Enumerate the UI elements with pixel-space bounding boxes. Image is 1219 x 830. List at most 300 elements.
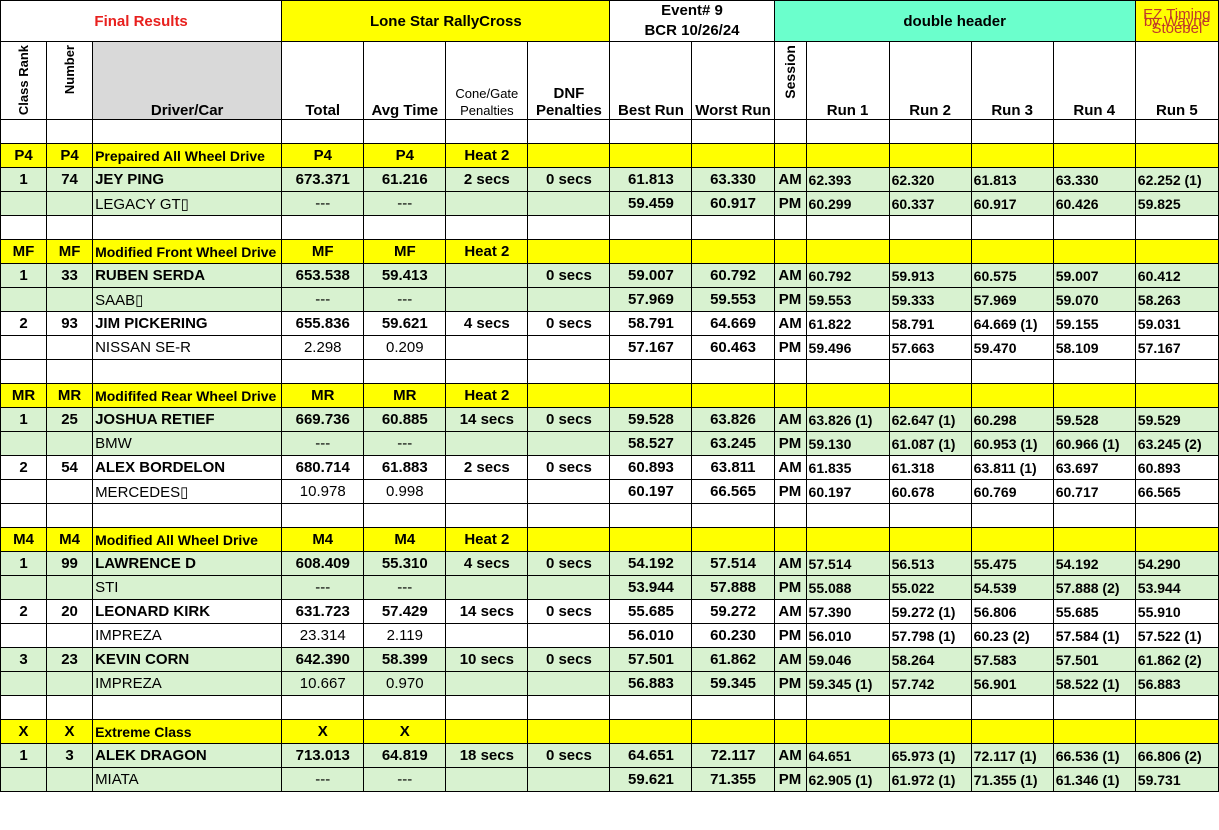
run-time: 59.345 (1) [806,672,889,696]
run-time: 66.565 [1135,480,1218,504]
worst-run: 60.230 [692,624,774,648]
class-rank: 3 [1,648,47,672]
run-time: 61.862 (2) [1135,648,1218,672]
driver-name: KEVIN CORN [93,648,282,672]
final-results-title: Final Results [1,1,282,42]
spacer-row [1,504,1219,528]
empty-cell [1,672,47,696]
session-label: PM [774,768,806,792]
dnf-penalty: 0 secs [528,648,610,672]
empty-cell [1,192,47,216]
avg-gap: 2.119 [364,624,446,648]
car-number: 20 [47,600,93,624]
empty-cell [889,384,971,408]
run-time: 54.290 [1135,552,1218,576]
heat-label: Heat 2 [446,384,528,408]
worst-run: 59.553 [692,288,774,312]
run-time: 59.553 [806,288,889,312]
empty-cell [692,216,774,240]
avg-time: 58.399 [364,648,446,672]
empty-cell [1135,528,1218,552]
session-label: PM [774,288,806,312]
class-code: MR [364,384,446,408]
worst-run: 57.888 [692,576,774,600]
total-gap: --- [282,192,364,216]
driver-name: ALEX BORDELON [93,456,282,480]
class-code: P4 [282,144,364,168]
run-time: 63.811 (1) [971,456,1053,480]
empty-cell [446,192,528,216]
empty-cell [528,192,610,216]
empty-cell [282,696,364,720]
avg-time: 59.621 [364,312,446,336]
empty-cell [282,216,364,240]
run-time: 64.651 [806,744,889,768]
driver-am-row [1,264,1219,288]
car-model: MIATA [93,768,282,792]
worst-run: 63.826 [692,408,774,432]
worst-run: 71.355 [692,768,774,792]
run-time: 63.697 [1053,456,1135,480]
empty-cell [1053,360,1135,384]
spacer-row [1,696,1219,720]
empty-cell [1135,720,1218,744]
run-time: 57.798 (1) [889,624,971,648]
empty-cell [528,624,610,648]
empty-cell [774,216,806,240]
empty-cell [47,480,93,504]
driver-am-row [1,744,1219,768]
total-gap: 10.978 [282,480,364,504]
best-run: 57.501 [610,648,692,672]
empty-cell [528,672,610,696]
class-rank: 2 [1,456,47,480]
col-worst-run: Worst Run [692,42,774,120]
driver-name: RUBEN SERDA [93,264,282,288]
driver-name: JOSHUA RETIEF [93,408,282,432]
empty-cell [806,216,889,240]
run-time: 59.007 [1053,264,1135,288]
driver-name: LEONARD KIRK [93,600,282,624]
session-label: PM [774,480,806,504]
class-code: X [47,720,93,744]
dnf-penalty: 0 secs [528,408,610,432]
empty-cell [1135,696,1218,720]
empty-cell [528,384,610,408]
empty-cell [889,216,971,240]
empty-cell [93,360,282,384]
best-run: 55.685 [610,600,692,624]
class-name: Prepaired All Wheel Drive [93,144,282,168]
run-time: 61.835 [806,456,889,480]
empty-cell [971,696,1053,720]
session-label: AM [774,312,806,336]
class-code: MF [1,240,47,264]
dnf-penalty: 0 secs [528,744,610,768]
class-rank: 1 [1,264,47,288]
car-number: 74 [47,168,93,192]
total-time: 631.723 [282,600,364,624]
heat-label: Heat 2 [446,528,528,552]
run-time: 59.529 [1135,408,1218,432]
empty-cell [446,696,528,720]
avg-gap: --- [364,288,446,312]
best-run: 59.621 [610,768,692,792]
dnf-penalty: 0 secs [528,552,610,576]
run-time: 56.513 [889,552,971,576]
empty-cell [806,528,889,552]
empty-cell [692,504,774,528]
class-rank: 1 [1,744,47,768]
class-rank: 2 [1,600,47,624]
event-info [610,1,774,42]
run-time: 60.412 [1135,264,1218,288]
empty-cell [282,360,364,384]
title-row [1,1,1219,42]
empty-cell [806,120,889,144]
empty-cell [889,696,971,720]
run-time: 64.669 (1) [971,312,1053,336]
class-code: P4 [1,144,47,168]
empty-cell [1,216,47,240]
cone-gate-penalty: 4 secs [446,312,528,336]
empty-cell [692,240,774,264]
heat-label [446,720,528,744]
run-time: 60.792 [806,264,889,288]
empty-cell [889,144,971,168]
run-time: 66.806 (2) [1135,744,1218,768]
best-run: 58.527 [610,432,692,456]
driver-am-row [1,456,1219,480]
empty-cell [47,432,93,456]
empty-cell [806,720,889,744]
empty-cell [1,696,47,720]
total-gap: --- [282,288,364,312]
avg-time: 61.883 [364,456,446,480]
empty-cell [692,528,774,552]
empty-cell [1053,384,1135,408]
series-title: Lone Star RallyCross [282,1,610,42]
car-model: IMPREZA [93,624,282,648]
empty-cell [47,192,93,216]
best-run: 61.813 [610,168,692,192]
avg-time: 57.429 [364,600,446,624]
run-time: 61.346 (1) [1053,768,1135,792]
run-time: 57.390 [806,600,889,624]
driver-pm-row [1,192,1219,216]
col-run4: Run 4 [1053,42,1135,120]
run-time: 72.117 (1) [971,744,1053,768]
run-time: 58.264 [889,648,971,672]
empty-cell [806,384,889,408]
best-run: 59.528 [610,408,692,432]
driver-am-row [1,168,1219,192]
empty-cell [806,144,889,168]
total-time: 642.390 [282,648,364,672]
car-model: STI [93,576,282,600]
class-name: Modififed Rear Wheel Drive [93,384,282,408]
run-time: 60.197 [806,480,889,504]
empty-cell [971,720,1053,744]
empty-cell [1135,216,1218,240]
run-time: 54.539 [971,576,1053,600]
empty-cell [364,696,446,720]
run-time: 58.791 [889,312,971,336]
car-model: LEGACY GT▯ [93,192,282,216]
heat-label: Heat 2 [446,144,528,168]
best-run: 59.459 [610,192,692,216]
worst-run: 60.463 [692,336,774,360]
class-code: M4 [282,528,364,552]
empty-cell [1,288,47,312]
run-time: 60.953 (1) [971,432,1053,456]
run-time: 63.245 (2) [1135,432,1218,456]
empty-cell [1,480,47,504]
total-gap: 10.667 [282,672,364,696]
empty-cell [446,768,528,792]
run-time: 61.813 [971,168,1053,192]
empty-cell [528,696,610,720]
empty-cell [364,216,446,240]
empty-cell [446,504,528,528]
empty-cell [47,360,93,384]
run-time: 59.031 [1135,312,1218,336]
empty-cell [806,696,889,720]
empty-cell [1,432,47,456]
run-time: 59.496 [806,336,889,360]
cone-gate-penalty: 4 secs [446,552,528,576]
empty-cell [528,144,610,168]
class-code: MF [364,240,446,264]
run-time: 57.888 (2) [1053,576,1135,600]
run-time: 57.663 [889,336,971,360]
class-rank: 1 [1,168,47,192]
empty-cell [774,240,806,264]
empty-cell [971,360,1053,384]
empty-cell [47,288,93,312]
empty-cell [446,672,528,696]
run-time: 60.966 (1) [1053,432,1135,456]
empty-cell [282,504,364,528]
empty-cell [692,696,774,720]
run-time: 59.333 [889,288,971,312]
empty-cell [528,336,610,360]
empty-cell [1053,216,1135,240]
run-time: 62.905 (1) [806,768,889,792]
worst-run: 57.514 [692,552,774,576]
class-name: Modified Front Wheel Drive [93,240,282,264]
empty-cell [774,528,806,552]
double-header-label: double header [774,1,1135,42]
run-time: 63.330 [1053,168,1135,192]
session-label: PM [774,624,806,648]
empty-cell [1,504,47,528]
empty-cell [47,216,93,240]
empty-cell [806,360,889,384]
empty-cell [528,288,610,312]
empty-cell [446,624,528,648]
class-code: MF [47,240,93,264]
car-number: 54 [47,456,93,480]
empty-cell [889,720,971,744]
spacer-row [1,120,1219,144]
session-label: AM [774,744,806,768]
class-code: M4 [1,528,47,552]
class-code: X [364,720,446,744]
dnf-penalty: 0 secs [528,600,610,624]
col-run5: Run 5 [1135,42,1218,120]
empty-cell [1135,144,1218,168]
empty-cell [528,120,610,144]
class-header-row [1,384,1219,408]
total-time: 653.538 [282,264,364,288]
empty-cell [971,120,1053,144]
best-run: 56.010 [610,624,692,648]
empty-cell [446,216,528,240]
session-label: PM [774,576,806,600]
run-time: 57.969 [971,288,1053,312]
car-number: 3 [47,744,93,768]
empty-cell [528,528,610,552]
run-time: 57.522 (1) [1135,624,1218,648]
run-time: 60.769 [971,480,1053,504]
class-code: M4 [364,528,446,552]
session-label: PM [774,336,806,360]
dnf-penalty: 0 secs [528,264,610,288]
cone-gate-penalty: 14 secs [446,408,528,432]
empty-cell [1053,120,1135,144]
worst-run: 72.117 [692,744,774,768]
empty-cell [1,576,47,600]
session-label: AM [774,456,806,480]
empty-cell [47,768,93,792]
empty-cell [364,360,446,384]
empty-cell [528,360,610,384]
empty-cell [47,504,93,528]
empty-cell [692,720,774,744]
run-time: 60.426 [1053,192,1135,216]
avg-gap: 0.209 [364,336,446,360]
driver-pm-row [1,288,1219,312]
avg-gap: --- [364,768,446,792]
driver-am-row [1,600,1219,624]
total-gap: --- [282,432,364,456]
empty-cell [528,768,610,792]
empty-cell [806,504,889,528]
session-label: PM [774,192,806,216]
best-run: 54.192 [610,552,692,576]
empty-cell [971,528,1053,552]
class-code: P4 [47,144,93,168]
empty-cell [889,240,971,264]
cone-gate-penalty: 10 secs [446,648,528,672]
empty-cell [692,120,774,144]
best-run: 58.791 [610,312,692,336]
empty-cell [446,576,528,600]
empty-cell [446,288,528,312]
empty-cell [528,720,610,744]
class-code: MR [282,384,364,408]
empty-cell [610,144,692,168]
car-number: 33 [47,264,93,288]
run-time: 60.717 [1053,480,1135,504]
empty-cell [774,696,806,720]
empty-cell [1135,360,1218,384]
empty-cell [1053,528,1135,552]
class-name: Modified All Wheel Drive [93,528,282,552]
empty-cell [774,360,806,384]
total-time: 680.714 [282,456,364,480]
run-time: 60.678 [889,480,971,504]
best-run: 56.883 [610,672,692,696]
best-run: 60.197 [610,480,692,504]
avg-time: 64.819 [364,744,446,768]
empty-cell [692,144,774,168]
empty-cell [1053,240,1135,264]
empty-cell [1053,696,1135,720]
run-time: 55.685 [1053,600,1135,624]
empty-cell [692,360,774,384]
heat-label: Heat 2 [446,240,528,264]
run-time: 60.299 [806,192,889,216]
col-cone-gate: Cone/Gate Penalties [446,42,528,120]
run-time: 59.731 [1135,768,1218,792]
driver-pm-row [1,432,1219,456]
run-time: 60.893 [1135,456,1218,480]
empty-cell [93,696,282,720]
total-gap: --- [282,768,364,792]
session-label: AM [774,264,806,288]
avg-gap: --- [364,432,446,456]
empty-cell [889,120,971,144]
cone-gate-penalty [446,264,528,288]
run-time: 55.088 [806,576,889,600]
total-time: 608.409 [282,552,364,576]
empty-cell [889,528,971,552]
driver-name: JEY PING [93,168,282,192]
empty-cell [610,120,692,144]
empty-cell [528,240,610,264]
run-time: 60.23 (2) [971,624,1053,648]
empty-cell [1053,504,1135,528]
avg-gap: --- [364,576,446,600]
worst-run: 63.330 [692,168,774,192]
class-header-row [1,528,1219,552]
class-rank: 2 [1,312,47,336]
best-run: 64.651 [610,744,692,768]
session-label: AM [774,600,806,624]
run-time: 57.742 [889,672,971,696]
empty-cell [1,624,47,648]
class-header-row [1,240,1219,264]
empty-cell [93,216,282,240]
empty-cell [528,576,610,600]
run-time: 60.917 [971,192,1053,216]
car-model: IMPREZA [93,672,282,696]
car-number: 99 [47,552,93,576]
spacer-row [1,360,1219,384]
run-time: 62.647 (1) [889,408,971,432]
empty-cell [610,696,692,720]
worst-run: 59.345 [692,672,774,696]
empty-cell [282,120,364,144]
empty-cell [47,120,93,144]
empty-cell [971,384,1053,408]
col-driver-car: Driver/Car [93,42,282,120]
empty-cell [528,504,610,528]
empty-cell [1,120,47,144]
empty-cell [971,144,1053,168]
